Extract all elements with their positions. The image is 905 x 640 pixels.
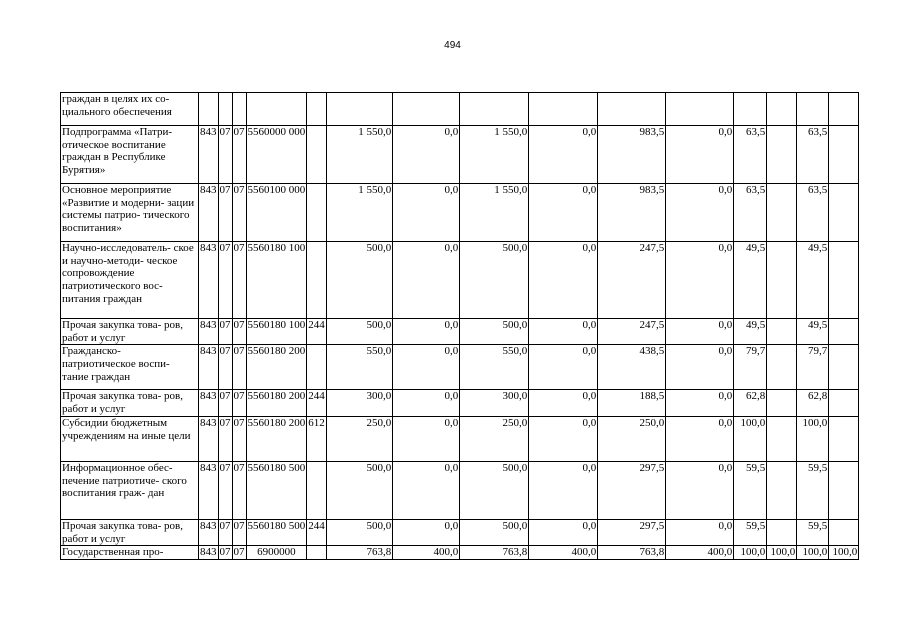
value-col-8 bbox=[767, 242, 797, 319]
value-col-9: 79,7 bbox=[797, 345, 829, 390]
code-target-article: 5560000 000 bbox=[246, 126, 307, 184]
value-col-7: 63,5 bbox=[734, 184, 767, 242]
row-name: Прочая закупка това- ров, работ и услуг bbox=[61, 519, 199, 545]
code-expense-type bbox=[307, 242, 327, 319]
code-subsection: 07 bbox=[232, 184, 246, 242]
value-col-7: 63,5 bbox=[734, 126, 767, 184]
code-ministry: 843 bbox=[199, 390, 219, 416]
code-expense-type bbox=[307, 345, 327, 390]
row-name: Прочая закупка това- ров, работ и услуг bbox=[61, 390, 199, 416]
value-col-10 bbox=[829, 184, 859, 242]
code-subsection: 07 bbox=[232, 416, 246, 461]
value-col-10 bbox=[829, 390, 859, 416]
code-subsection: 07 bbox=[232, 242, 246, 319]
value-col-4: 0,0 bbox=[529, 319, 598, 345]
value-col-4 bbox=[529, 93, 598, 126]
value-col-6 bbox=[666, 93, 734, 126]
value-col-6: 0,0 bbox=[666, 126, 734, 184]
value-col-5: 763,8 bbox=[598, 546, 666, 560]
value-col-5: 247,5 bbox=[598, 319, 666, 345]
value-col-4: 0,0 bbox=[529, 519, 598, 545]
value-col-5: 438,5 bbox=[598, 345, 666, 390]
value-col-7: 100,0 bbox=[734, 416, 767, 461]
value-col-8 bbox=[767, 519, 797, 545]
value-col-1: 1 550,0 bbox=[327, 184, 393, 242]
value-col-7: 100,0 bbox=[734, 546, 767, 560]
value-col-5: 247,5 bbox=[598, 242, 666, 319]
value-col-3: 550,0 bbox=[460, 345, 529, 390]
code-target-article: 5560180 200 bbox=[246, 345, 307, 390]
value-col-10 bbox=[829, 242, 859, 319]
value-col-10: 100,0 bbox=[829, 546, 859, 560]
table-row bbox=[61, 184, 859, 242]
value-col-4: 0,0 bbox=[529, 242, 598, 319]
row-name: Информационное обес- печение патриотиче- ского воспитания граж- дан bbox=[61, 461, 199, 519]
table-row bbox=[61, 345, 859, 390]
value-col-10 bbox=[829, 319, 859, 345]
value-col-9: 63,5 bbox=[797, 126, 829, 184]
code-target-article: 5560180 500 bbox=[246, 519, 307, 545]
value-col-7: 62,8 bbox=[734, 390, 767, 416]
code-expense-type bbox=[307, 546, 327, 560]
value-col-8 bbox=[767, 93, 797, 126]
page-number: 494 bbox=[444, 40, 461, 51]
value-col-5: 188,5 bbox=[598, 390, 666, 416]
value-col-9: 62,8 bbox=[797, 390, 829, 416]
code-expense-type bbox=[307, 184, 327, 242]
code-ministry: 843 bbox=[199, 416, 219, 461]
value-col-5: 250,0 bbox=[598, 416, 666, 461]
value-col-6: 0,0 bbox=[666, 390, 734, 416]
value-col-10 bbox=[829, 93, 859, 126]
value-col-3: 500,0 bbox=[460, 319, 529, 345]
value-col-9: 63,5 bbox=[797, 184, 829, 242]
value-col-10 bbox=[829, 519, 859, 545]
row-name: Государственная про- bbox=[61, 546, 199, 560]
code-target-article: 5560100 000 bbox=[246, 184, 307, 242]
code-section: 07 bbox=[218, 319, 232, 345]
value-col-3: 1 550,0 bbox=[460, 184, 529, 242]
value-col-5: 297,5 bbox=[598, 461, 666, 519]
table-row bbox=[61, 416, 859, 461]
value-col-2: 0,0 bbox=[393, 126, 460, 184]
value-col-9: 59,5 bbox=[797, 461, 829, 519]
code-subsection: 07 bbox=[232, 345, 246, 390]
code-subsection: 07 bbox=[232, 319, 246, 345]
value-col-2 bbox=[393, 93, 460, 126]
code-subsection: 07 bbox=[232, 519, 246, 545]
table-row bbox=[61, 126, 859, 184]
value-col-10 bbox=[829, 416, 859, 461]
value-col-2: 0,0 bbox=[393, 519, 460, 545]
value-col-5: 983,5 bbox=[598, 126, 666, 184]
code-subsection: 07 bbox=[232, 390, 246, 416]
value-col-1: 550,0 bbox=[327, 345, 393, 390]
code-expense-type: 244 bbox=[307, 519, 327, 545]
value-col-9: 100,0 bbox=[797, 546, 829, 560]
value-col-7 bbox=[734, 93, 767, 126]
value-col-1: 500,0 bbox=[327, 319, 393, 345]
value-col-3: 763,8 bbox=[460, 546, 529, 560]
value-col-3: 300,0 bbox=[460, 390, 529, 416]
value-col-4: 0,0 bbox=[529, 461, 598, 519]
value-col-8 bbox=[767, 416, 797, 461]
value-col-8 bbox=[767, 390, 797, 416]
value-col-4: 0,0 bbox=[529, 345, 598, 390]
code-section: 07 bbox=[218, 461, 232, 519]
value-col-6: 0,0 bbox=[666, 461, 734, 519]
value-col-8 bbox=[767, 184, 797, 242]
value-col-2: 0,0 bbox=[393, 242, 460, 319]
code-expense-type: 244 bbox=[307, 390, 327, 416]
value-col-6: 0,0 bbox=[666, 184, 734, 242]
value-col-7: 79,7 bbox=[734, 345, 767, 390]
value-col-3: 1 550,0 bbox=[460, 126, 529, 184]
code-section: 07 bbox=[218, 519, 232, 545]
value-col-6: 0,0 bbox=[666, 519, 734, 545]
table-row bbox=[61, 546, 859, 560]
table-row bbox=[61, 390, 859, 416]
code-ministry: 843 bbox=[199, 461, 219, 519]
value-col-5 bbox=[598, 93, 666, 126]
value-col-5: 983,5 bbox=[598, 184, 666, 242]
value-col-4: 0,0 bbox=[529, 416, 598, 461]
table-row bbox=[61, 93, 859, 126]
value-col-7: 49,5 bbox=[734, 242, 767, 319]
value-col-1: 500,0 bbox=[327, 242, 393, 319]
code-expense-type bbox=[307, 461, 327, 519]
value-col-3: 500,0 bbox=[460, 519, 529, 545]
code-expense-type: 612 bbox=[307, 416, 327, 461]
value-col-3 bbox=[460, 93, 529, 126]
value-col-6: 0,0 bbox=[666, 319, 734, 345]
value-col-9: 49,5 bbox=[797, 319, 829, 345]
code-subsection bbox=[232, 93, 246, 126]
row-name: Субсидии бюджетным учреждениям на иные цели bbox=[61, 416, 199, 461]
value-col-1: 500,0 bbox=[327, 461, 393, 519]
value-col-2: 0,0 bbox=[393, 184, 460, 242]
value-col-6: 0,0 bbox=[666, 416, 734, 461]
code-section: 07 bbox=[218, 184, 232, 242]
code-section: 07 bbox=[218, 345, 232, 390]
code-target-article: 5560180 500 bbox=[246, 461, 307, 519]
table-row bbox=[61, 242, 859, 319]
value-col-3: 500,0 bbox=[460, 242, 529, 319]
value-col-8 bbox=[767, 319, 797, 345]
value-col-4: 0,0 bbox=[529, 184, 598, 242]
value-col-2: 0,0 bbox=[393, 390, 460, 416]
value-col-4: 0,0 bbox=[529, 126, 598, 184]
code-target-article: 5560180 200 bbox=[246, 416, 307, 461]
code-section: 07 bbox=[218, 126, 232, 184]
value-col-4: 400,0 bbox=[529, 546, 598, 560]
code-target-article bbox=[246, 93, 307, 126]
value-col-1: 250,0 bbox=[327, 416, 393, 461]
code-ministry: 843 bbox=[199, 126, 219, 184]
value-col-2: 0,0 bbox=[393, 345, 460, 390]
code-ministry: 843 bbox=[199, 319, 219, 345]
value-col-9: 59,5 bbox=[797, 519, 829, 545]
value-col-8 bbox=[767, 126, 797, 184]
code-subsection: 07 bbox=[232, 461, 246, 519]
code-section: 07 bbox=[219, 546, 231, 559]
value-col-8: 100,0 bbox=[767, 546, 797, 560]
row-name: Подпрограмма «Патри- отическое воспитание граждан в Республике Бурятия» bbox=[61, 126, 199, 184]
code-target-article: 5560180 100 bbox=[246, 319, 307, 345]
code-ministry: 843 bbox=[199, 184, 219, 242]
value-col-2: 0,0 bbox=[393, 319, 460, 345]
value-col-6: 0,0 bbox=[666, 242, 734, 319]
value-col-3: 500,0 bbox=[460, 461, 529, 519]
code-section: 07 bbox=[218, 390, 232, 416]
value-col-5: 297,5 bbox=[598, 519, 666, 545]
value-col-2: 0,0 bbox=[393, 461, 460, 519]
value-col-6: 400,0 bbox=[666, 546, 734, 560]
value-col-1: 500,0 bbox=[327, 519, 393, 545]
table-body bbox=[61, 93, 859, 560]
row-name: Научно-исследователь- ское и научно-методи- ческое сопровождение патриотического вос- питания граждан bbox=[61, 242, 199, 319]
value-col-10 bbox=[829, 461, 859, 519]
code-section: 07 bbox=[218, 242, 232, 319]
value-col-9: 49,5 bbox=[797, 242, 829, 319]
table-row bbox=[61, 461, 859, 519]
row-name: граждан в целях их со- циального обеспечения bbox=[61, 93, 199, 126]
code-ministry bbox=[199, 93, 219, 126]
code-subsection: 07 bbox=[233, 546, 245, 559]
code-expense-type: 244 bbox=[307, 319, 327, 345]
code-section: 07 bbox=[218, 416, 232, 461]
row-name: Гражданско- патриотическое воспи- тание граждан bbox=[61, 345, 199, 390]
value-col-1: 1 550,0 bbox=[327, 126, 393, 184]
value-col-2: 400,0 bbox=[393, 546, 460, 560]
value-col-1: 300,0 bbox=[327, 390, 393, 416]
code-ministry: 843 bbox=[200, 546, 217, 559]
table-row bbox=[61, 319, 859, 345]
row-name: Основное мероприятие «Развитие и модерни- зации системы патрио- тического воспитания» bbox=[61, 184, 199, 242]
value-col-7: 59,5 bbox=[734, 461, 767, 519]
code-subsection: 07 bbox=[232, 126, 246, 184]
value-col-4: 0,0 bbox=[529, 390, 598, 416]
value-col-6: 0,0 bbox=[666, 345, 734, 390]
value-col-8 bbox=[767, 461, 797, 519]
code-expense-type bbox=[307, 126, 327, 184]
value-col-3: 250,0 bbox=[460, 416, 529, 461]
budget-table bbox=[60, 92, 859, 560]
code-target-article: 6900000 bbox=[246, 546, 307, 560]
code-expense-type bbox=[307, 93, 327, 126]
code-ministry: 843 bbox=[199, 242, 219, 319]
value-col-9: 100,0 bbox=[797, 416, 829, 461]
code-ministry: 843 bbox=[199, 345, 219, 390]
code-ministry: 843 bbox=[199, 519, 219, 545]
value-col-10 bbox=[829, 345, 859, 390]
value-col-10 bbox=[829, 126, 859, 184]
code-target-article: 5560180 100 bbox=[246, 242, 307, 319]
value-col-1: 763,8 bbox=[327, 546, 393, 560]
value-col-2: 0,0 bbox=[393, 416, 460, 461]
value-col-9 bbox=[797, 93, 829, 126]
value-col-8 bbox=[767, 345, 797, 390]
value-col-7: 59,5 bbox=[734, 519, 767, 545]
value-col-7: 49,5 bbox=[734, 319, 767, 345]
value-col-1 bbox=[327, 93, 393, 126]
row-name: Прочая закупка това- ров, работ и услуг bbox=[61, 319, 199, 345]
code-section bbox=[218, 93, 232, 126]
code-target-article: 5560180 200 bbox=[246, 390, 307, 416]
table-row bbox=[61, 519, 859, 545]
